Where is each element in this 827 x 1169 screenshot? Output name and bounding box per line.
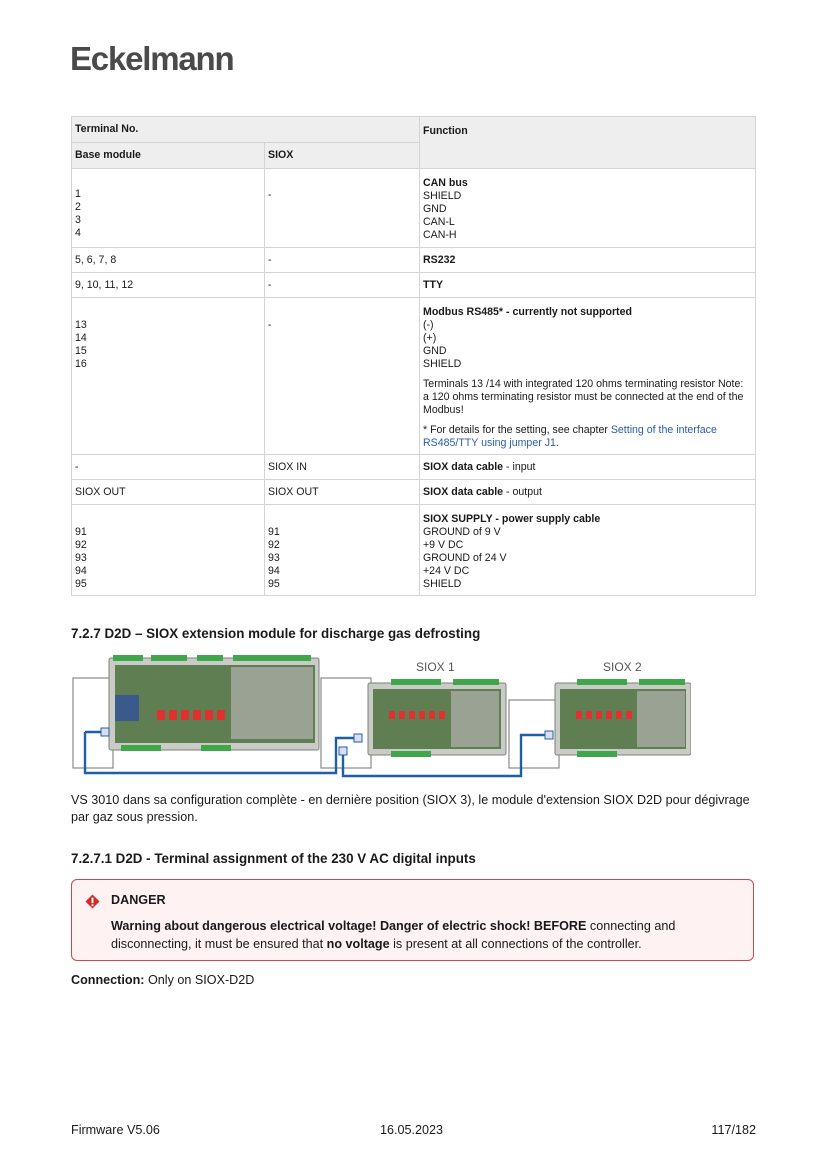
function-title: Modbus RS485* - currently not supported — [423, 306, 632, 318]
base-module-port — [115, 695, 139, 721]
table-row — [72, 169, 756, 248]
header-function: Function — [420, 117, 756, 169]
function-title: CAN bus — [423, 177, 468, 189]
function-cell — [420, 298, 756, 455]
base-cell — [72, 505, 265, 596]
danger-warning-bold: Warning about dangerous electrical voltage! Danger of electric shock! BEFORE — [111, 919, 587, 933]
plug-base — [101, 728, 109, 736]
siox-cell — [265, 298, 420, 455]
section-heading: 7.2.7 D2D – SIOX extension module for discharge gas defrosting — [71, 626, 481, 641]
connection-label: Connection: — [71, 973, 145, 987]
siox2-label: SIOX 2 — [603, 660, 642, 674]
siox-cell: SIOX OUT — [265, 480, 420, 505]
siox-cell — [265, 169, 420, 248]
cell-value: 93 — [268, 552, 280, 564]
function-title: SIOX data cable — [423, 485, 504, 498]
siox1-label: SIOX 1 — [416, 660, 455, 674]
terminating-resistor-note: Terminals 13 /14 with integrated 120 ohms terminating resistor Note: a 120 ohms terminating resistor must be connected at the end of the Modbus! — [423, 378, 744, 416]
base-cell: 5, 6, 7, 8 — [72, 248, 265, 273]
base-cell: SIOX OUT — [72, 480, 265, 505]
table-row — [72, 298, 756, 455]
plug-siox1-in — [354, 734, 362, 742]
cell-value: GROUND of 9 V — [423, 526, 501, 538]
siox1-terminal-block — [451, 691, 499, 747]
function-suffix: - output — [503, 485, 542, 498]
table-row — [72, 480, 756, 505]
function-title: RS232 — [420, 248, 756, 273]
cell-value: SHIELD — [423, 578, 462, 590]
cell-value: 91 — [268, 526, 280, 538]
cell-value: GND — [423, 203, 447, 215]
cell-value: 16 — [75, 358, 87, 370]
siox2-terminal-block — [637, 691, 685, 747]
cell-value: SHIELD — [423, 190, 462, 202]
cell-value: 14 — [75, 332, 87, 344]
header-siox: SIOX — [265, 143, 420, 169]
eckelmann-logo: Eckelmann — [70, 40, 234, 77]
base-cell: 9, 10, 11, 12 — [72, 273, 265, 298]
cell-value: 3 — [75, 214, 81, 226]
siox-cell: - — [265, 248, 420, 273]
cell-value: 91 — [75, 526, 87, 538]
danger-title: DANGER — [111, 893, 166, 907]
danger-text-part: connecting and disconnecting, it must be ensured that — [111, 919, 676, 951]
cell-value: 94 — [75, 565, 87, 577]
connection-line — [71, 972, 761, 989]
note-prefix: * For details for the setting, see chapter — [423, 424, 611, 436]
siox-wiring-diagram — [71, 655, 691, 780]
table-row — [72, 248, 756, 273]
table-header-row — [72, 117, 756, 143]
subsection-heading: 7.2.7.1 D2D - Terminal assignment of the 230 V AC digital inputs — [71, 851, 476, 866]
cell-value: 1 — [75, 188, 81, 200]
cell-value: 2 — [75, 201, 81, 213]
function-title: SIOX SUPPLY - power supply cable — [423, 513, 601, 525]
function-title: SIOX data cable — [423, 460, 504, 473]
header-base-module: Base module — [72, 143, 265, 169]
siox-cell: SIOX IN — [265, 455, 420, 480]
cell-value: 94 — [268, 565, 280, 577]
cable-frame-left — [73, 678, 113, 768]
danger-no-voltage-bold: no voltage — [326, 937, 390, 951]
cell-value: 92 — [75, 539, 87, 551]
cell-value: 13 — [75, 319, 87, 331]
cell-value: SHIELD — [423, 358, 462, 370]
connection-value: Only on SIOX-D2D — [144, 973, 255, 987]
table-row — [72, 273, 756, 298]
rs485-settings-link[interactable]: Setting of the interface RS485/TTY using jumper J1 — [423, 424, 717, 449]
footer-page-number: 117/182 — [711, 1123, 756, 1137]
function-title: TTY — [420, 273, 756, 298]
cell-value: - — [268, 319, 272, 331]
header-terminal-no: Terminal No. — [72, 117, 420, 143]
cell-value: - — [268, 189, 272, 201]
danger-notice — [71, 879, 754, 961]
cell-value: (+) — [423, 332, 437, 344]
function-suffix: - input — [503, 460, 536, 473]
cell-value: CAN-H — [423, 229, 457, 241]
cell-value: CAN-L — [423, 216, 455, 228]
note-suffix: . — [555, 437, 559, 449]
table-row — [72, 505, 756, 596]
siox-cell: - — [265, 273, 420, 298]
cell-value: GND — [423, 345, 447, 357]
base-module-terminal-block — [231, 667, 313, 739]
base-cell: - — [72, 455, 265, 480]
cell-value: +24 V DC — [423, 565, 470, 577]
terminal-table — [71, 116, 756, 596]
settings-reference-note — [423, 424, 752, 450]
diagram-caption: VS 3010 dans sa configuration complète - en dernière position (SIOX 3), le module d'extension SIOX D2D pour dégivrage par gaz sous pression. — [71, 793, 750, 824]
siox-cell — [265, 505, 420, 596]
cell-value: 95 — [268, 578, 280, 590]
danger-icon — [85, 894, 100, 909]
function-cell — [420, 169, 756, 248]
cell-value: 95 — [75, 578, 87, 590]
cell-value: +9 V DC — [423, 539, 464, 551]
function-cell — [420, 480, 756, 505]
cell-value: 4 — [75, 227, 81, 239]
base-cell — [72, 298, 265, 455]
danger-text-part: is present at all connections of the controller. — [389, 937, 642, 951]
danger-text — [111, 917, 741, 953]
plug-siox2-in — [545, 731, 553, 739]
base-cell — [72, 169, 265, 248]
cell-value: GROUND of 24 V — [423, 552, 507, 564]
cell-value: (-) — [423, 319, 434, 331]
function-cell — [420, 455, 756, 480]
table-row — [72, 455, 756, 480]
footer-date: 16.05.2023 — [380, 1123, 444, 1137]
cell-value: 92 — [268, 539, 280, 551]
function-cell — [420, 505, 756, 596]
footer-firmware: Firmware V5.06 — [71, 1123, 160, 1137]
plug-siox1-out — [339, 747, 347, 755]
cell-value: 93 — [75, 552, 87, 564]
cell-value: 15 — [75, 345, 87, 357]
